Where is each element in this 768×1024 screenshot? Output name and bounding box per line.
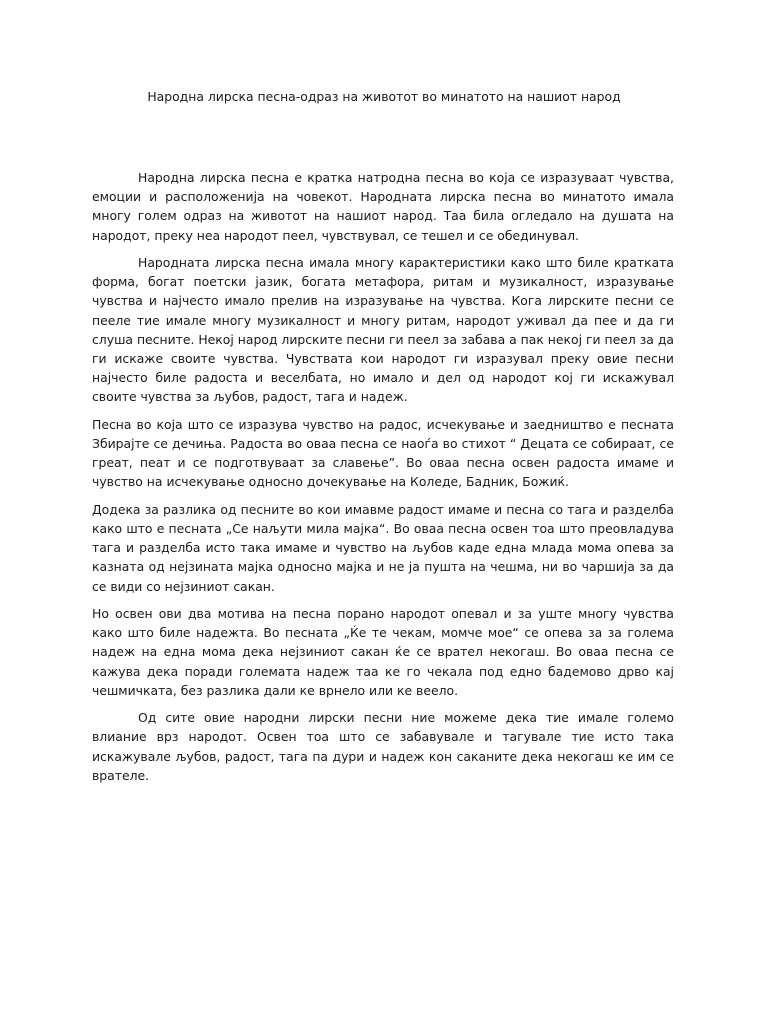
paragraph-5: Но освен ови два мотива на песна порано народот опевал и за уште многу чувства како што биле надежта. Во песната „Ќе те чекам, момче мое“ се опева за за голема надеж на една мома дека нејзиниот сакан ќе се врател некогаш. Во оваа песна се кажува дека поради големата надеж таа ке го чекала под едно бадемово дрво кај чешмичката, без разлика дали ке врнело или ке веело. xyxy=(92,606,674,698)
document-title: Народна лирска песна-одраз на животот во минатото на нашиот народ xyxy=(147,89,621,104)
document-body xyxy=(92,168,674,793)
paragraph-4: Додека за разлика од песните во кои имавме радост имаме и песна со тага и разделба како што е песната „Се наљути мила мајка“. Во оваа песна освен тоа што преовладува тага и разделба исто така имаме и чувство на љубов каде една млада мома опева за казната од нејзината мајка односно мајка и не ја пушта на чешма, ни во чаршија за да се види со нејзиниот сакан. xyxy=(92,501,674,594)
paragraph-2: Народната лирска песна имала многу карактеристики како што биле кратката форма, богат поетски јазик, богата метафора, ритам и музикалност, изразување чувства и најчесто имало прелив на изразување на чувства. Кога лирските песни се пееле тие имале многу музикалност и многу ритам, народот уживал да пее и да ги слуша песните. Некој народ лирските песни ги пеел за забава а пак некој ги пеел за да ги искаже своите чувства. Чувствата кои народот ги изразувал преку овие песни најчесто биле радоста и веселбата, но имало и дел од народот кој ги искажувал своите чувства за љубов, радост, тага и надеж. xyxy=(92,255,674,405)
paragraph-3: Песна во која што се изразува чувство на радос, исчекување и заедништво е песната Збирајте се дечиња. Радоста во оваа песна се наоѓа во стихот “ Децата се собираат, се греат, пеат и се подготвуваат за славење”. Во оваа песна освен радоста имаме и чувство на исчекување односно дочекување на Коледе, Бадник, Божиќ. xyxy=(92,416,674,490)
paragraph-6: Од сите овие народни лирски песни ние можеме дека тие имале големо влиание врз народот. Освен тоа што се забавувале и тагувале тие исто така искажувале љубов, радост, тага па дури и надеж кон саканите дека некогаш ке им се врателе. xyxy=(92,710,674,783)
paragraph-1: Народна лирска песна е кратка натродна песна во која се изразуваат чувства, емоции и расположенија на човекот. Народната лирска песна во минатото имала многу голем одраз на животот на нашиот народ. Таа била огледало на душата на народот, преку неа народот пеел, чувствувал, се тешел и се обединувал. xyxy=(92,170,674,243)
